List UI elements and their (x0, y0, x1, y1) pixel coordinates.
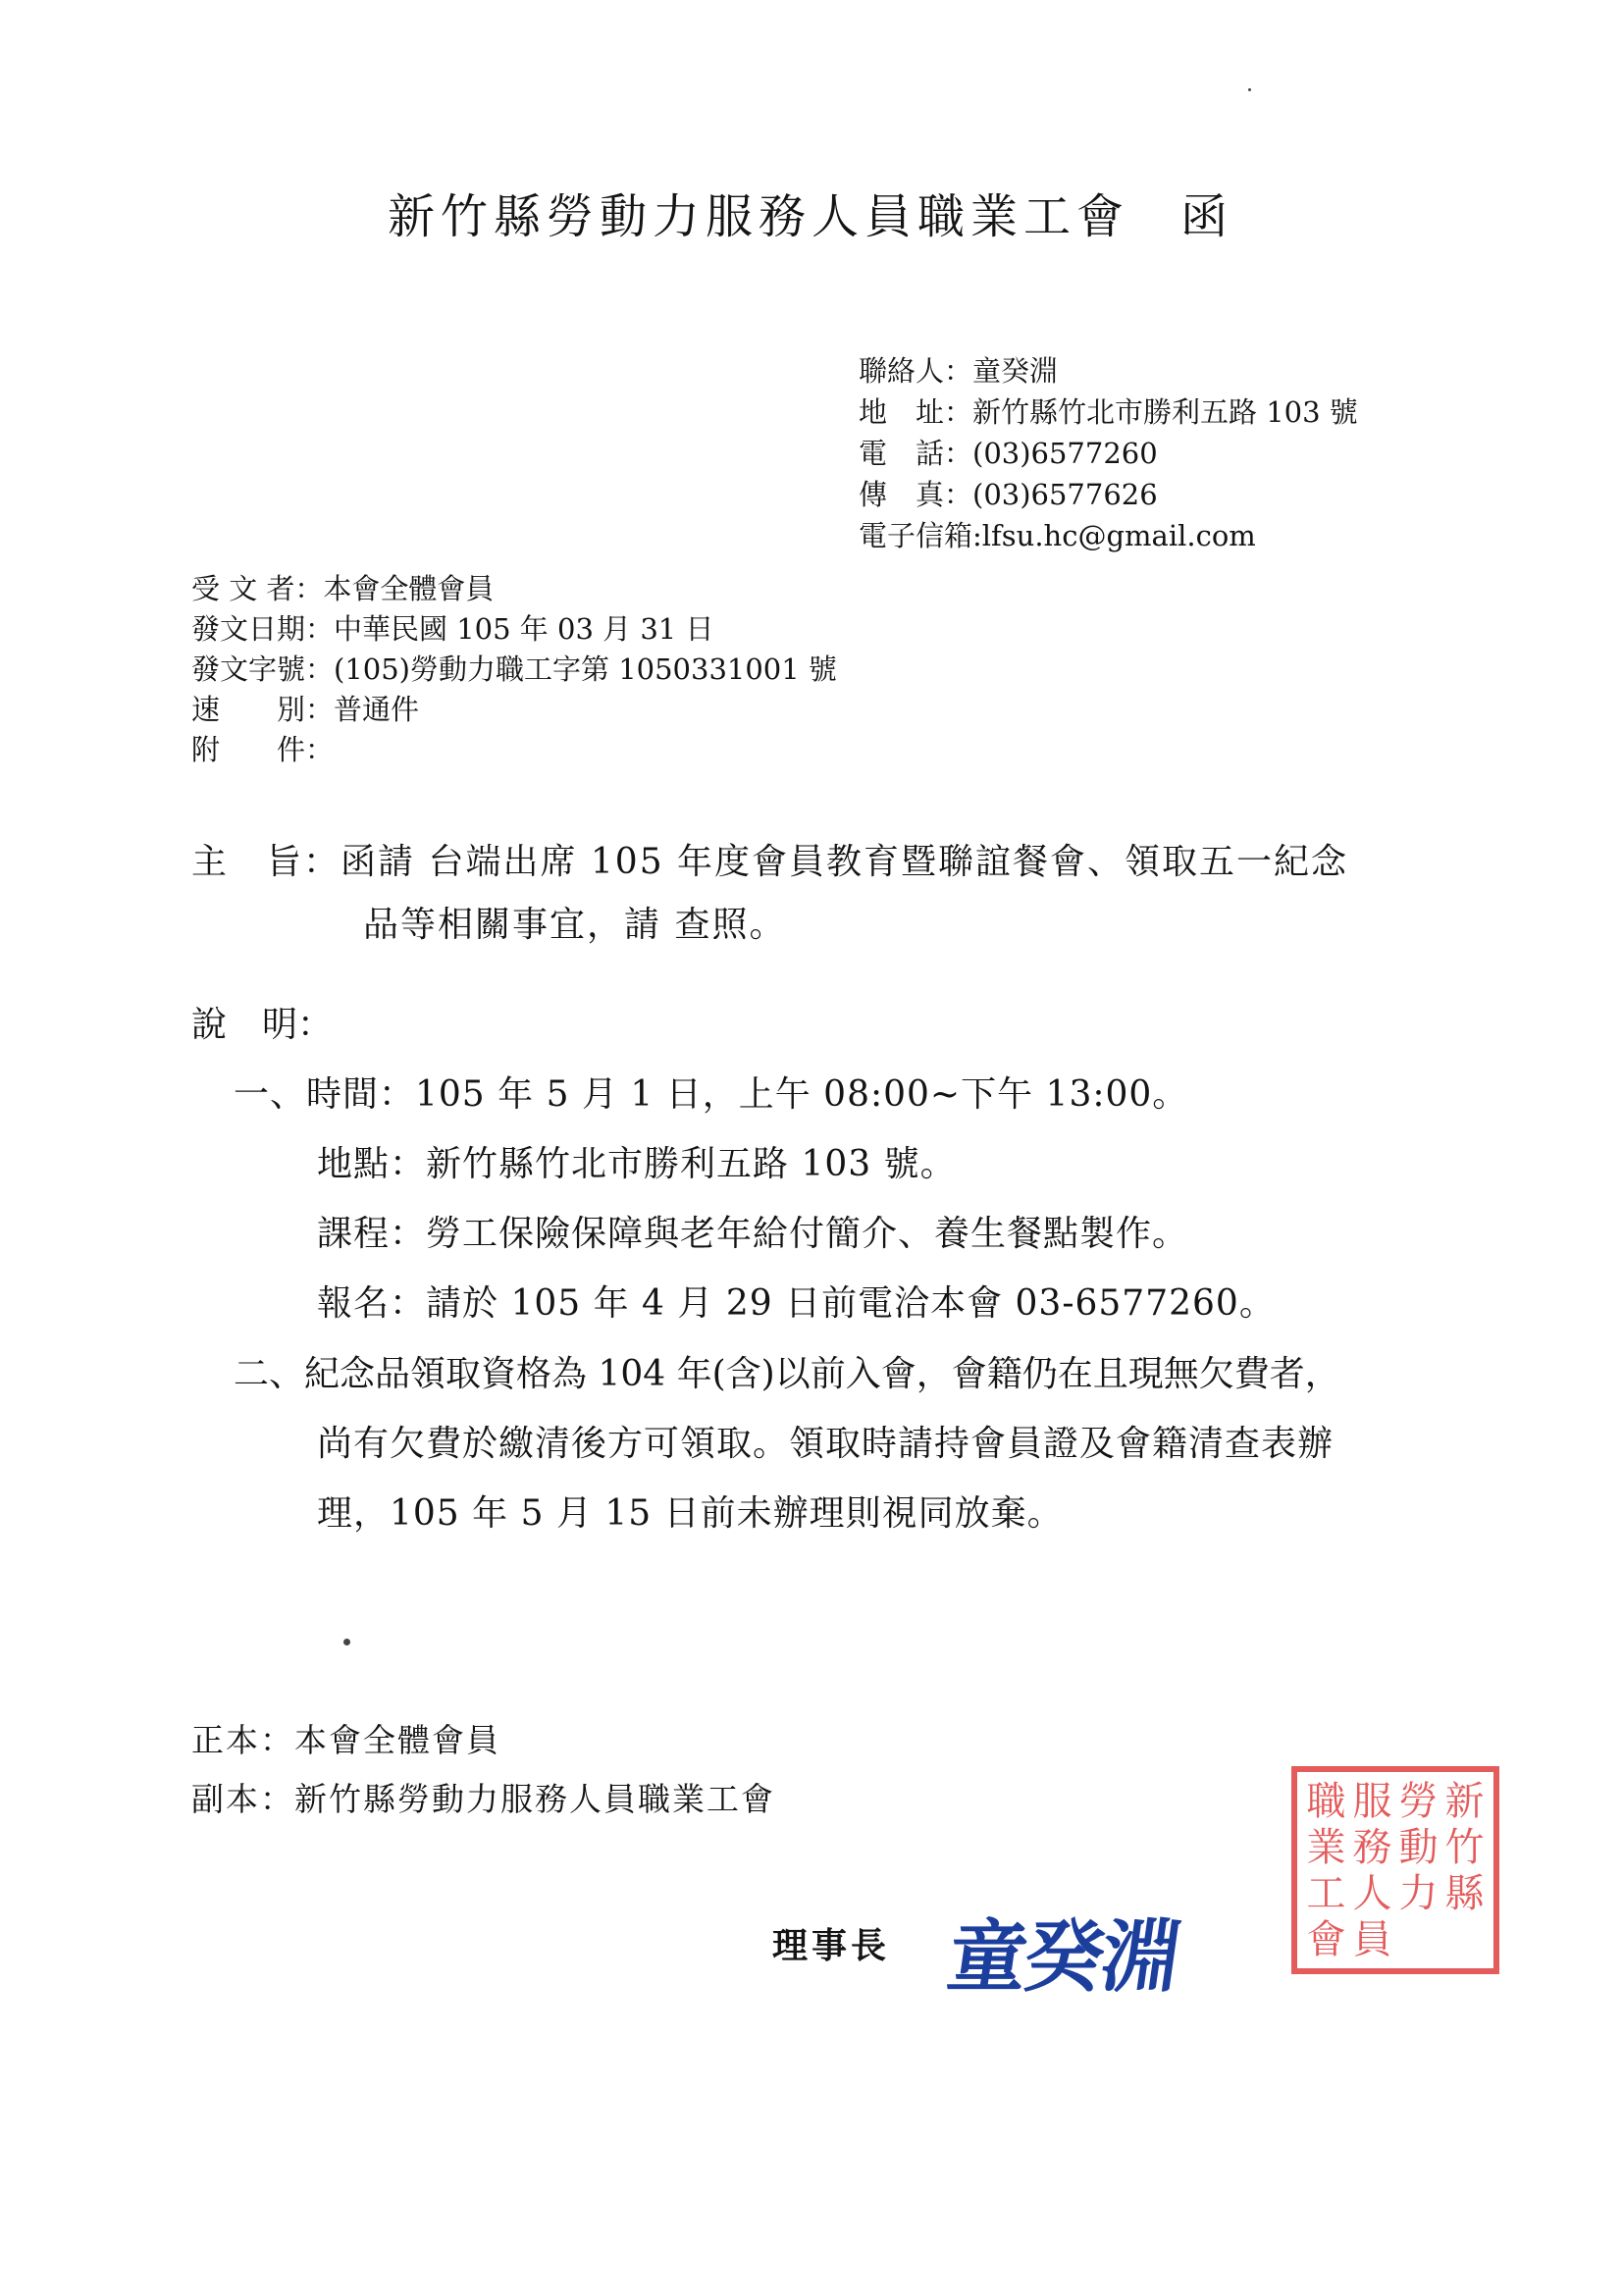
explanation-heading: 說 明： (191, 1005, 334, 1045)
subject-line-1: 主 旨：函請 台端出席 105 年度會員教育暨聯誼餐會、領取五一紀念 (191, 842, 1349, 882)
item2-line-2: 尚有欠費於繳清後方可領取。領取時請持會員證及會籍清查表辦 (317, 1424, 1335, 1464)
scan-speck (1248, 88, 1251, 91)
signature-title: 理事長 (772, 1925, 891, 1966)
official-seal: 新 竹 縣 勞 動 力 服 務 人 員 職 業 工 會 (1291, 1766, 1499, 1974)
contact-fax: 傳 真：(03)6577626 (859, 478, 1158, 511)
meta-doc-number: 發文字號：(105)勞動力職工字第 1050331001 號 (191, 652, 837, 686)
item1-course: 課程：勞工保險保障與老年給付簡介、養生餐點製作。 (317, 1214, 1189, 1254)
contact-person: 聯絡人：童癸淵 (859, 354, 1059, 388)
item2-line-1: 二、紀念品領取資格為 104 年(含)以前入會，會籍仍在且現無欠費者， (234, 1354, 1340, 1394)
meta-date: 發文日期：中華民國 105 年 03 月 31 日 (191, 612, 714, 646)
distribution-original: 正本：本會全體會員 (191, 1721, 500, 1759)
org-title: 新竹縣勞動力服務人員職業工會 (388, 189, 1130, 244)
contact-address: 地 址：新竹縣竹北市勝利五路 103 號 (859, 395, 1358, 429)
doc-type: 函 (1180, 189, 1234, 244)
distribution-copy: 副本：新竹縣勞動力服務人員職業工會 (191, 1780, 775, 1818)
item2-line-3: 理，105 年 5 月 15 日前未辦理則視同放棄。 (317, 1493, 1064, 1534)
item1-time: 一、時間：105 年 5 月 1 日，上午 08:00~下午 13:00。 (234, 1074, 1189, 1115)
scan-speck (343, 1639, 350, 1645)
subject-line-2: 品等相關事宜，請 查照。 (363, 905, 787, 945)
meta-recipient: 受 文 者：本會全體會員 (191, 572, 495, 605)
item1-location: 地點：新竹縣竹北市勝利五路 103 號。 (317, 1144, 957, 1184)
contact-email: 電子信箱:lfsu.hc@gmail.com (859, 519, 1256, 552)
contact-phone: 電 話：(03)6577260 (859, 437, 1158, 470)
chairman-signature: 童癸淵 (942, 1910, 1185, 2003)
item1-registration: 報名：請於 105 年 4 月 29 日前電洽本會 03-6577260。 (317, 1283, 1276, 1324)
meta-speed: 速 別：普通件 (191, 693, 420, 726)
meta-attachment: 附 件： (191, 733, 335, 766)
document-title (388, 179, 1233, 246)
